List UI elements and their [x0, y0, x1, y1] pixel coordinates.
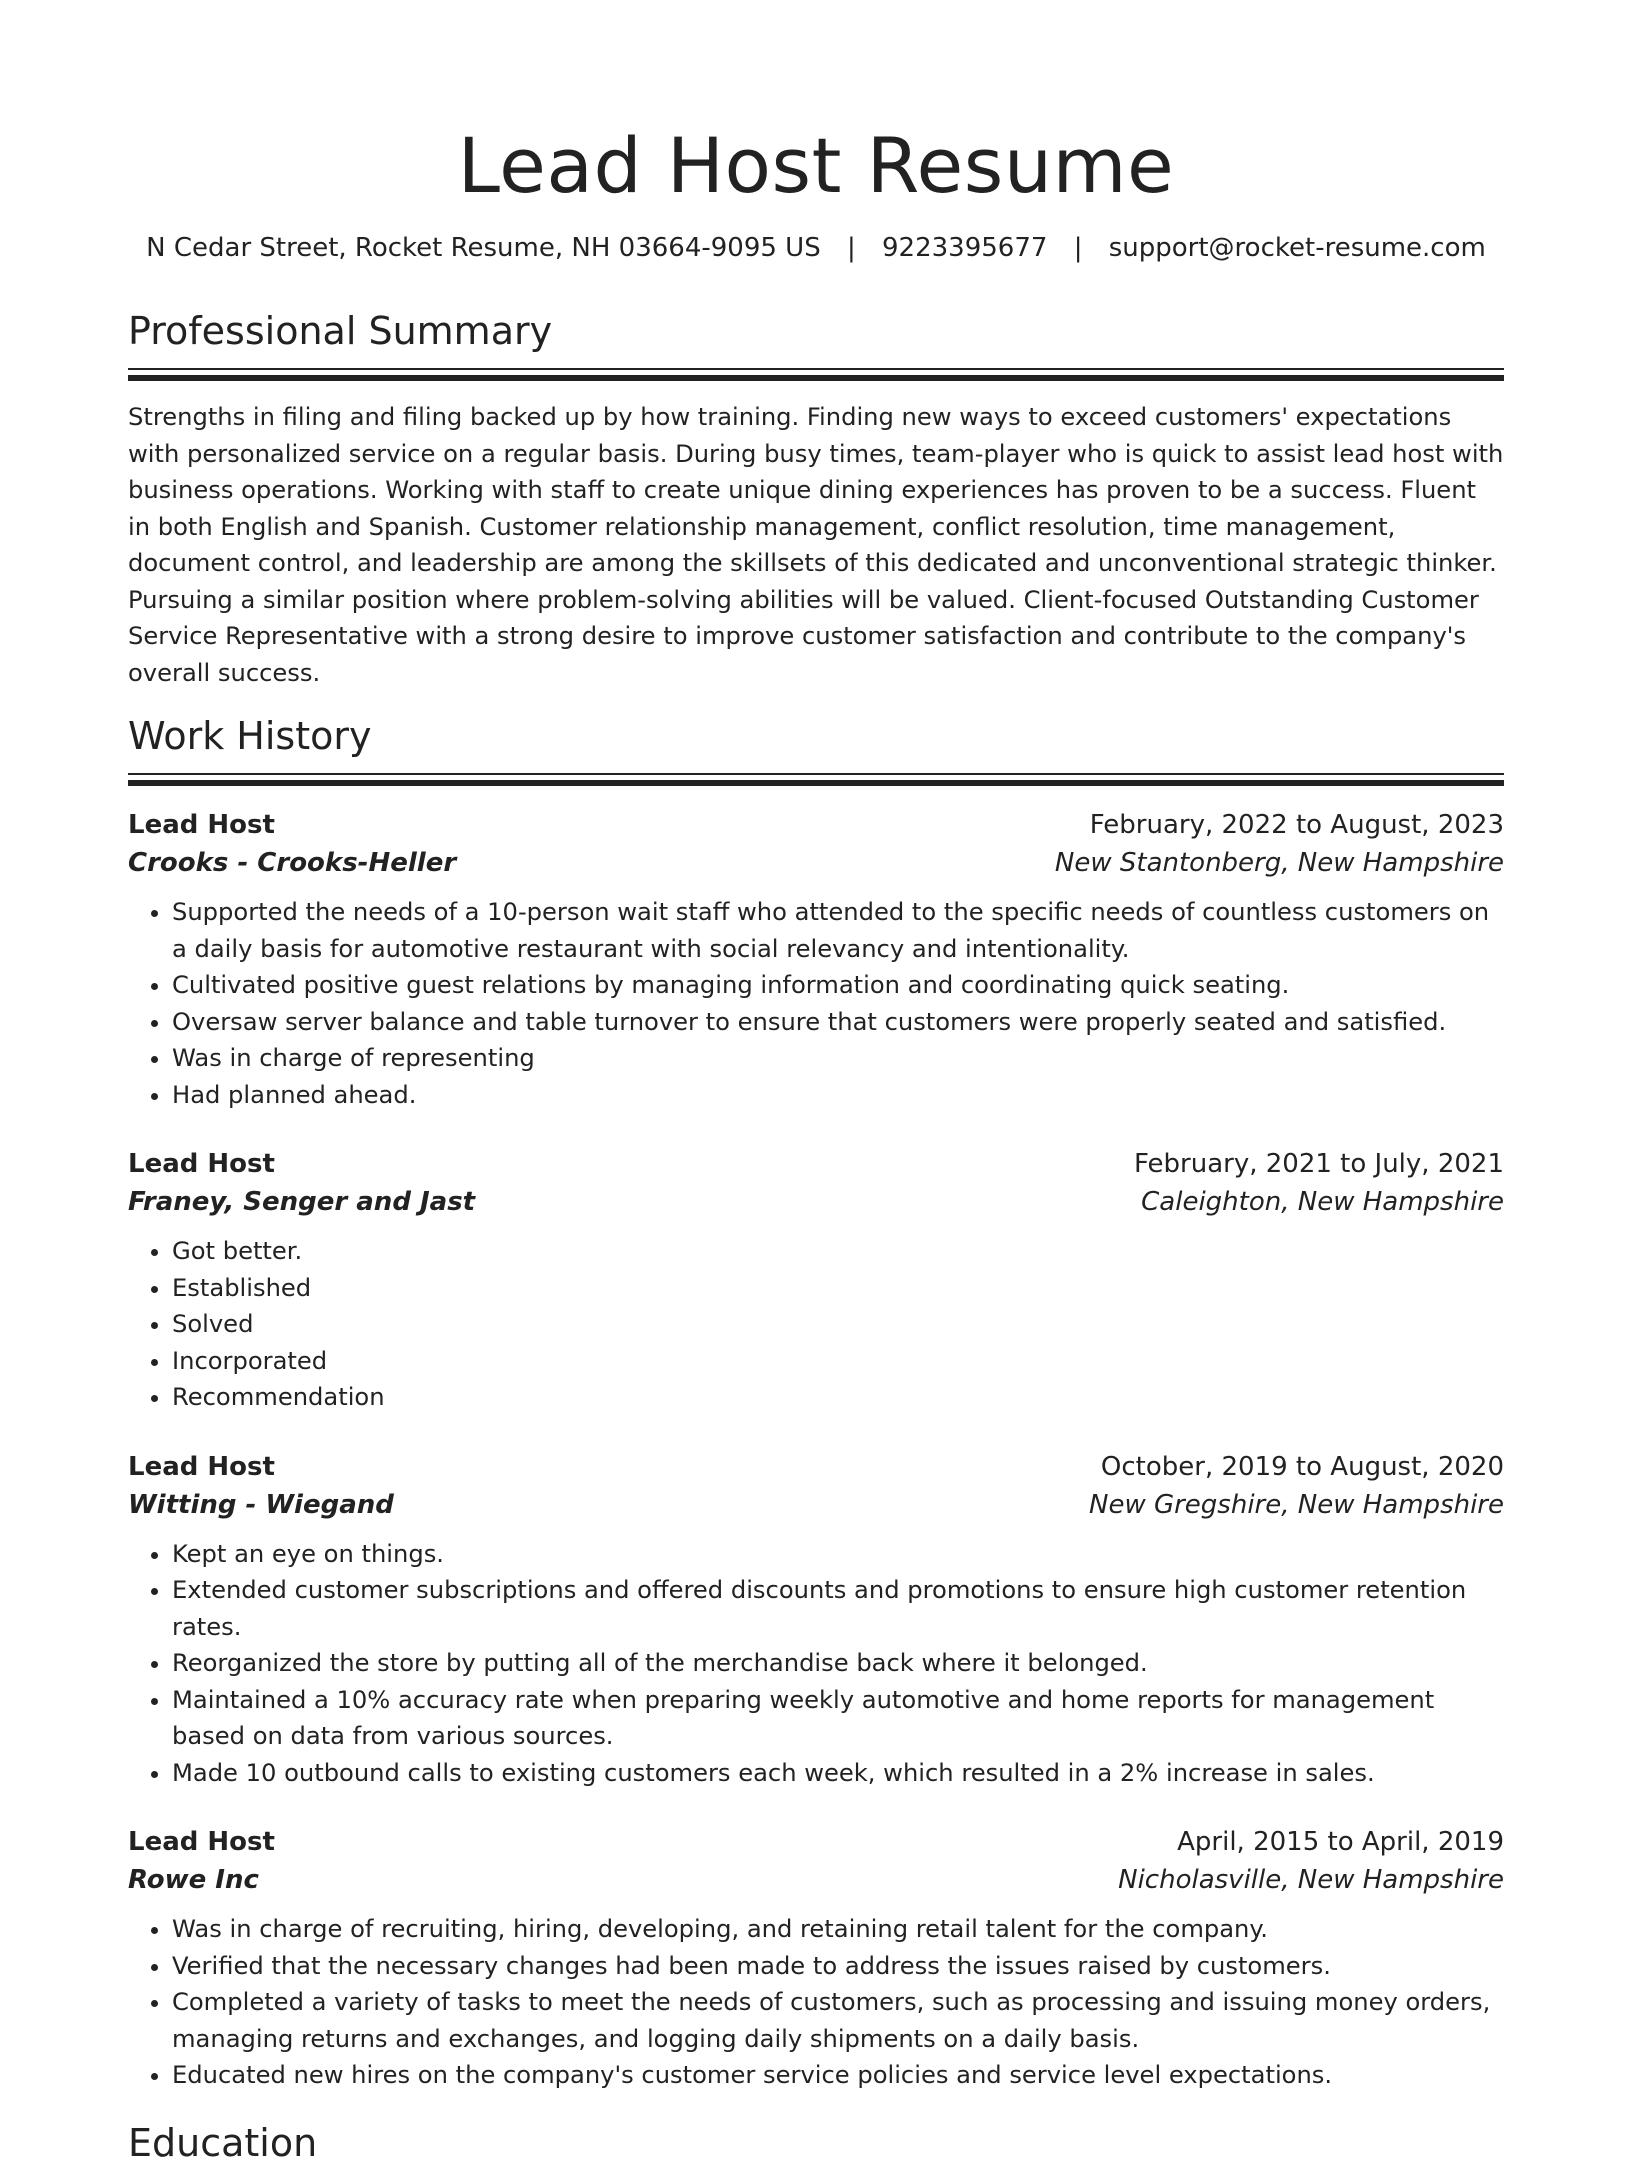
job-entry	[128, 1145, 1504, 1416]
job-header-row	[128, 1145, 1504, 1183]
job-title: Lead Host	[128, 1149, 275, 1179]
job-bullet: • Supported the needs of a 10-person wait staff who attended to the specific needs of countless customers on a daily basis for automotive restaurant with social relevancy and intentionality.	[172, 894, 1504, 967]
job-title: Lead Host	[128, 1451, 275, 1482]
section-heading-summary: Professional Summary	[128, 309, 553, 353]
section-heading-education: Education	[128, 2120, 318, 2165]
job-title: Lead Host	[128, 1827, 275, 1857]
job-bullet: • Solved	[172, 1306, 1504, 1343]
job-company: Witting - Wiegand	[128, 1489, 394, 1520]
job-bullet: • Got better.	[172, 1233, 1504, 1270]
job-location: New Gregshire, New Hampshire	[1089, 1489, 1504, 1520]
job-bullet: • Oversaw server balance and table turnover to ensure that customers were properly seated and satisfied.	[172, 1004, 1504, 1041]
work-history-section	[128, 711, 1504, 2094]
job-company-row	[128, 1861, 1504, 1899]
contact-separator: |	[1073, 233, 1083, 263]
job-location: New Stantonberg, New Hampshire	[1054, 848, 1504, 878]
job-company: Crooks - Crooks-Heller	[128, 848, 457, 878]
job-company-row	[128, 1486, 1504, 1524]
job-bullet: • Cultivated positive guest relations by managing information and coordinating quick seating.	[172, 967, 1504, 1004]
job-entry	[128, 1823, 1504, 2094]
job-entry	[128, 1448, 1504, 1792]
job-company-row	[128, 844, 1504, 882]
job-entry	[128, 806, 1504, 1113]
section-divider	[128, 773, 1504, 786]
job-bullet: • Completed a variety of tasks to meet the needs of customers, such as processing and issuing money orders, managing returns and exchanges, and logging daily shipments on a daily basis.	[172, 1984, 1504, 2057]
job-title: Lead Host	[128, 810, 275, 840]
job-bullet: • Reorganized the store by putting all of the merchandise back where it belonged.	[172, 1645, 1504, 1682]
job-header-row	[128, 1448, 1504, 1486]
section-heading-work: Work History	[128, 714, 372, 758]
job-location: Caleighton, New Hampshire	[1141, 1187, 1504, 1217]
contact-separator: |	[846, 233, 856, 263]
summary-text: Strengths in filing and filing backed up by how training. Finding new ways to exceed customers' expectations with personalized service on a regular basis. During busy times, team-player who is quick to assist lead host with business operations. Working with staff to create unique dining experiences has proven to be a success. Fluent in both English and Spanish. Customer relationship management, conflict resolution, time management, document control, and leadership are among the skillsets of this dedicated and unconventional strategic thinker. Pursuing a similar position where problem-solving abilities will be valued. Client-focused Outstanding Customer Service Representative with a strong desire to improve customer satisfaction and contribute to the company's overall success.	[128, 403, 1504, 687]
job-bullet-list	[128, 1536, 1504, 1792]
job-bullet: • Recommendation	[172, 1379, 1504, 1416]
job-header-row	[128, 806, 1504, 844]
education-section	[128, 2118, 1504, 2168]
job-bullet-list	[128, 1233, 1504, 1416]
job-company-row	[128, 1183, 1504, 1221]
job-company: Franey, Senger and Jast	[128, 1187, 476, 1217]
job-dates: February, 2022 to August, 2023	[1089, 810, 1504, 840]
contact-phone: 9223395677	[882, 233, 1048, 263]
job-bullet: • Incorporated	[172, 1343, 1504, 1380]
contact-email: support@rocket-resume.com	[1108, 233, 1486, 263]
professional-summary-section	[128, 306, 1504, 691]
job-bullet: • Had planned ahead.	[172, 1077, 1504, 1114]
job-bullet: • Was in charge of recruiting, hiring, developing, and retaining retail talent for the company.	[172, 1911, 1504, 1948]
job-bullet-list	[128, 1911, 1504, 2094]
job-bullet: • Kept an eye on things.	[172, 1536, 1504, 1573]
job-bullet: • Verified that the necessary changes had been made to address the issues raised by customers.	[172, 1948, 1504, 1985]
job-header-row	[128, 1823, 1504, 1861]
contact-address: N Cedar Street, Rocket Resume, NH 03664-9095 US	[146, 233, 821, 263]
section-divider	[128, 368, 1504, 381]
resume-title: Lead Host Resume	[457, 121, 1175, 210]
job-bullet: • Was in charge of representing	[172, 1040, 1504, 1077]
contact-line	[128, 230, 1504, 266]
job-bullet-list	[128, 894, 1504, 1113]
job-bullet: • Extended customer subscriptions and offered discounts and promotions to ensure high customer retention rates.	[172, 1572, 1504, 1645]
job-bullet: • Made 10 outbound calls to existing customers each week, which resulted in a 2% increase in sales.	[172, 1755, 1504, 1792]
job-bullet: • Established	[172, 1270, 1504, 1307]
job-bullet: • Maintained a 10% accuracy rate when preparing weekly automotive and home reports for management based on data from various sources.	[172, 1682, 1504, 1755]
job-bullet: • Educated new hires on the company's customer service policies and service level expectations.	[172, 2057, 1504, 2094]
job-dates: October, 2019 to August, 2020	[1100, 1451, 1504, 1482]
job-location: Nicholasville, New Hampshire	[1118, 1865, 1504, 1895]
job-company: Rowe Inc	[128, 1865, 259, 1895]
job-dates: April, 2015 to April, 2019	[1177, 1827, 1504, 1857]
job-dates: February, 2021 to July, 2021	[1134, 1149, 1504, 1179]
